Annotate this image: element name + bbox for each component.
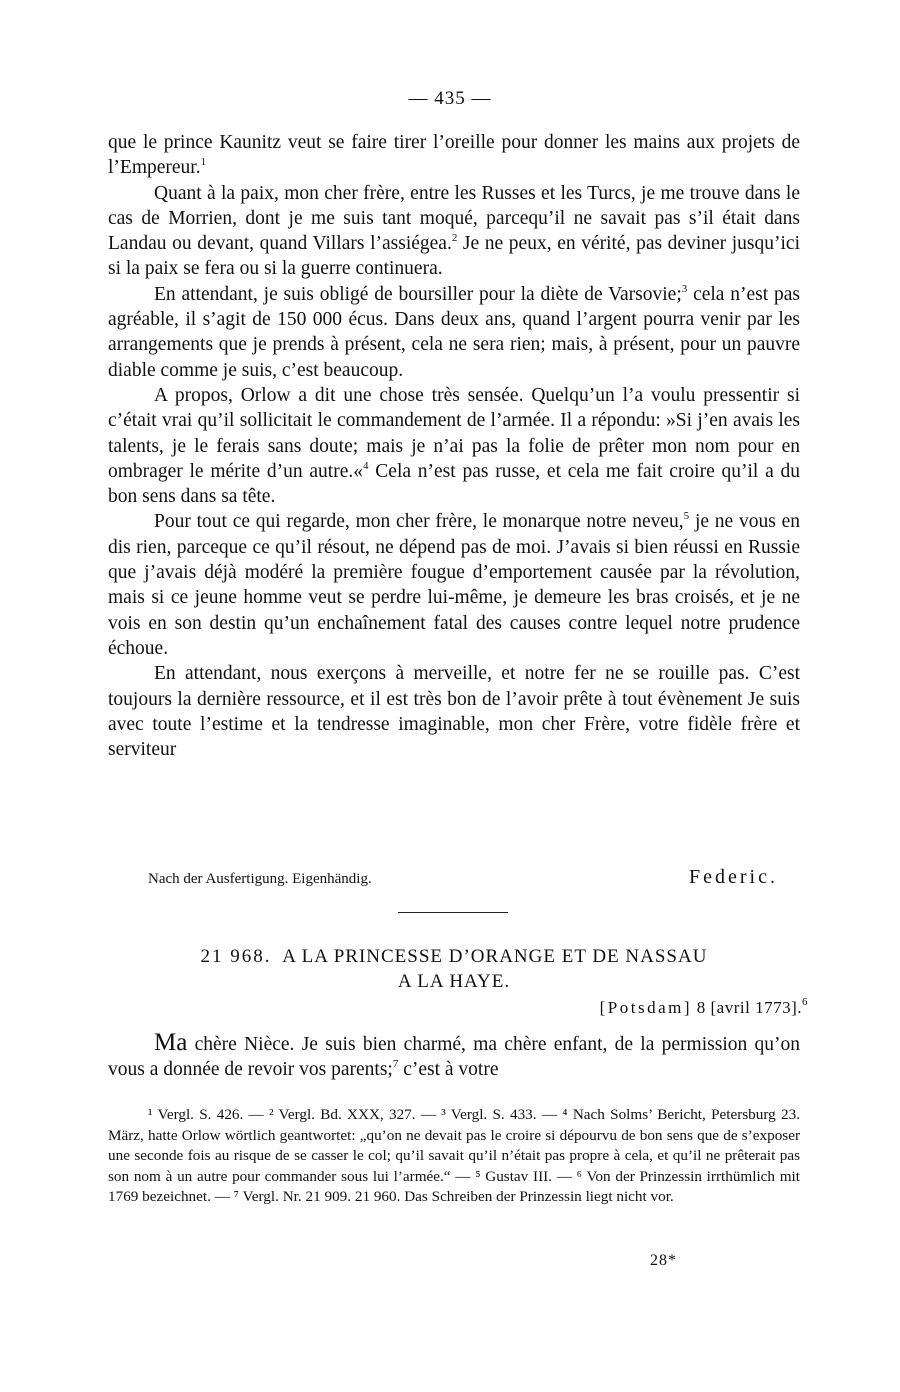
footnote-ref: 3 [681, 282, 688, 295]
footnote-ref: 6 [802, 996, 808, 1008]
paragraph-text: cela n’est pas agréable, il s’agit de 150 000 écus. Dans deux ans, quand l’argent pourra venir par les arrangements que je prends à présent, cela ne sera rien; mais, à présent, pour un pauvre diable comme je suis, c’est beaucoup. [108, 283, 800, 381]
paragraph-text: je ne vous en dis rien, parceque ce qu’il résout, ne dépend pas de moi. J’avais si bien réussi en Russie que j’avais déjà modéré la première fougue d’emportement causée par la révolution, mais si ce jeune homme veut se perdre lui-même, je demeure les bras croisés, et je ne vois en son destin qu’un enchaînement fatal des causes contre lequel notre prudence échoue. [108, 511, 800, 659]
paragraph-text: Pour tout ce qui regarde, mon cher frère, le monarque notre neveu, [154, 511, 684, 533]
footnote-ref: 7 [392, 1058, 399, 1071]
footnote-ref: 1 [200, 156, 207, 169]
paragraph [108, 181, 800, 282]
letter-title-line2: A LA HAYE. [397, 971, 511, 992]
paragraph-text: c’est à votre [398, 1059, 499, 1081]
date-place: [Potsdam] [599, 998, 693, 1017]
date-text: 8 [avril 1773]. [696, 998, 802, 1017]
footnotes [108, 1105, 800, 1208]
new-letter-opening [108, 1030, 800, 1083]
footnote-ref: 5 [683, 510, 690, 523]
footnote-block: ¹ Vergl. S. 426. — ² Vergl. Bd. XXX, 327. — ³ Vergl. S. 433. — ⁴ Nach Solms’ Bericht, Petersburg 23. März, hatte Orlow wörtlich geantwortet: „qu’on ne devait pas le croire si dépourvu de bon sens que de s’exposer une seconde fois au risque de se casser le col; qu’il savait qu’il n’était pas propre à cela, et qu’il ne prêterait pas son nom à un autre pour commander sous lui l’armée.“ — ⁵ Gustav III. — ⁶ Von der Prinzessin irrthümlich mit 1769 bezeichnet. — ⁷ Vergl. Nr. 21 909. 21 960. Das Schreiben der Prinzessin liegt nicht vor. [108, 1106, 800, 1206]
paragraph [108, 509, 800, 661]
signature: Federic. [689, 866, 778, 888]
dateline [600, 998, 808, 1018]
letter-title: A LA PRINCESSE D’ORANGE ET DE NASSAU [282, 946, 708, 967]
footnote-ref: 4 [363, 459, 369, 472]
paragraph-text: Cela n’est pas russe, et cela me fait croire qu’il a du bon sens dans sa tête. [108, 460, 801, 508]
paragraph-text: En attendant, nous exerçons à merveille, et notre fer ne se rouille pas. C’est toujours la dernière ressource, et il est très bon de l’avoir prête à tout évènement Je suis avec toute l’estime et la tendresse imaginable, mon cher Frère, votre fidèle frère et serviteur [108, 663, 800, 761]
paragraph [108, 282, 800, 383]
opening-word: Ma [154, 1029, 188, 1056]
paragraph [108, 661, 800, 762]
letter-heading [108, 944, 800, 994]
letter-heading-line [108, 944, 800, 969]
closing-row [148, 866, 778, 889]
paragraph-text: chère Nièce. Je suis bien charmé, ma chère enfant, de la permission qu’on vous a donnée de revoir vos parents; [108, 1034, 800, 1081]
paragraph-text: que le prince Kaunitz veut se faire tirer l’oreille pour donner les mains aux projets de l’Empereur. [108, 132, 800, 179]
footnote-ref: 2 [451, 232, 458, 245]
printer-signature-mark: 28* [650, 1252, 677, 1269]
paragraph-text: A propos, Orlow a dit une chose très sensée. Quelqu’un l’a voulu pressentir si c’était vrai qu’il sollicitait le commandement de l’armée. Il a répondu: »Si j’en avais les talents, je le ferais sans doute; mais je n’ai pas la folie de prêter mon nom pour en ombrager le mérite d’un autre.« [108, 384, 800, 482]
page-number: — 435 — [408, 88, 492, 109]
paragraph-text: En attendant, je suis obligé de boursiller pour la diète de Varsovie; [154, 283, 682, 305]
letter-body [108, 130, 800, 762]
letter-number: 21 968. [200, 946, 272, 967]
paragraph-text: Quant à la paix, mon cher frère, entre les Russes et les Turcs, je me trouve dans le cas de Morrien, dont je me suis tant moqué, parcequ’il ne savait pas s’il était dans Landau ou devant, quand Villars l’assiégea. [108, 182, 800, 255]
source-note: Nach der Ausfertigung. Eigenhändig. [148, 871, 372, 887]
section-divider [398, 912, 508, 913]
paragraph-text: Je ne peux, en vérité, pas deviner jusqu’ici si la paix se fera ou si la guerre continuera. [108, 233, 800, 280]
paragraph [108, 383, 800, 509]
paragraph [108, 130, 800, 181]
